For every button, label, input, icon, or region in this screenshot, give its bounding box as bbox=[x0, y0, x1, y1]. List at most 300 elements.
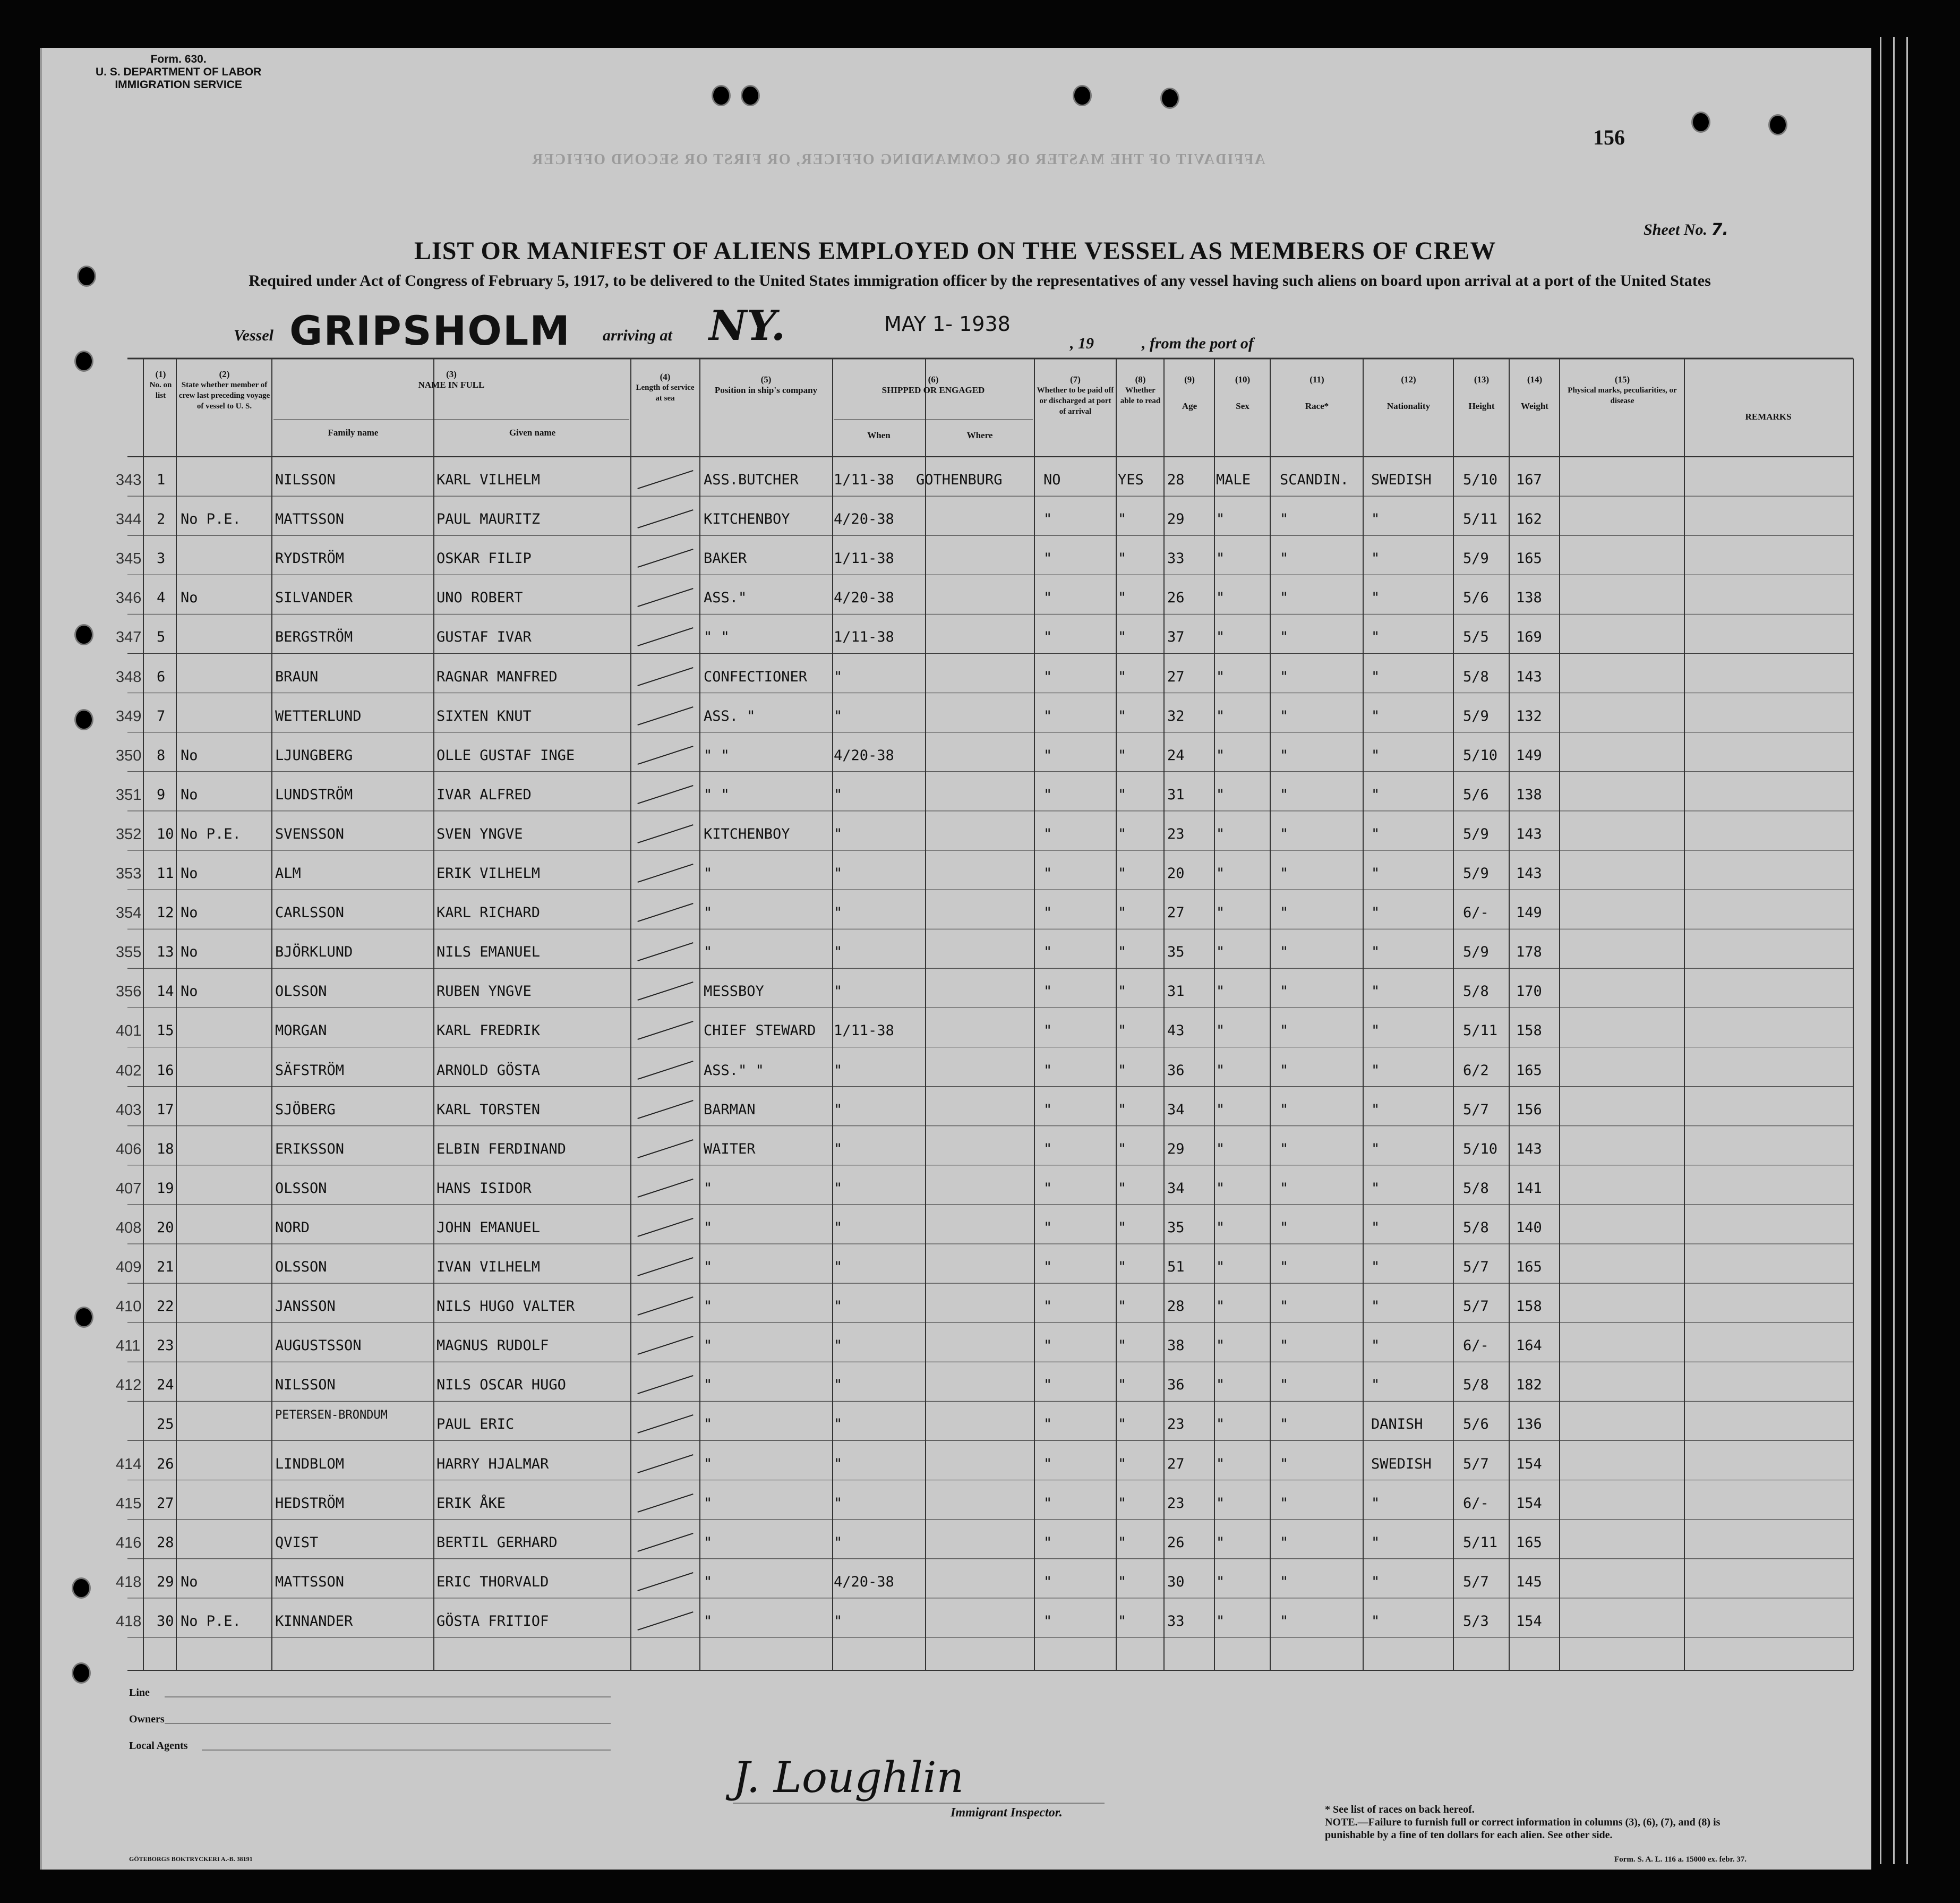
height-cell: 5/11 bbox=[1463, 1534, 1498, 1551]
height-cell: 5/10 bbox=[1463, 747, 1498, 764]
position-cell: BAKER bbox=[704, 550, 747, 567]
family-name-cell: MORGAN bbox=[275, 1022, 327, 1039]
shipped-when-cell: " bbox=[834, 944, 843, 961]
weight-cell: 154 bbox=[1516, 1495, 1542, 1512]
row-number-cell: 28 bbox=[157, 1534, 174, 1551]
family-name-cell: ALM bbox=[275, 865, 301, 882]
nationality-cell: " bbox=[1371, 1259, 1380, 1275]
nationality-cell: " bbox=[1371, 1062, 1380, 1079]
length-of-service-mark bbox=[637, 982, 693, 1001]
side-number: 353 bbox=[116, 865, 142, 882]
given-name-cell: ERIK VILHELM bbox=[436, 865, 541, 882]
position-cell: " bbox=[704, 1180, 713, 1197]
able-to-read-cell: YES bbox=[1118, 472, 1144, 488]
previous-voyage-cell: No bbox=[181, 786, 198, 803]
length-of-service-mark bbox=[637, 1218, 693, 1237]
length-of-service-mark bbox=[637, 627, 693, 646]
paid-off-cell: " bbox=[1043, 1455, 1052, 1472]
shipped-when-cell: " bbox=[834, 904, 843, 921]
height-cell: 5/6 bbox=[1463, 786, 1489, 803]
side-number: 346 bbox=[116, 590, 142, 607]
race-cell: " bbox=[1280, 1377, 1289, 1394]
paid-off-cell: " bbox=[1043, 1573, 1052, 1590]
previous-voyage-cell: No bbox=[181, 944, 198, 961]
sex-cell: " bbox=[1216, 550, 1225, 567]
side-number: 343 bbox=[116, 472, 142, 489]
able-to-read-cell: " bbox=[1118, 1534, 1127, 1551]
row-number-cell: 21 bbox=[157, 1259, 174, 1275]
inspector-label: Immigrant Inspector. bbox=[951, 1806, 1063, 1820]
able-to-read-cell: " bbox=[1118, 550, 1127, 567]
side-number: 347 bbox=[116, 629, 142, 646]
table-row bbox=[0, 1288, 1960, 1320]
footnote bbox=[1325, 1803, 1750, 1841]
sex-cell: " bbox=[1216, 668, 1225, 685]
previous-voyage-cell: No P.E. bbox=[181, 511, 241, 528]
weight-cell: 158 bbox=[1516, 1298, 1542, 1315]
position-cell: CONFECTIONER bbox=[704, 668, 808, 685]
family-name-cell: MATTSSON bbox=[275, 511, 345, 528]
side-number: 352 bbox=[116, 825, 142, 843]
side-number: 344 bbox=[116, 511, 142, 528]
family-name-cell: PETERSEN-BRONDUM bbox=[275, 1409, 388, 1422]
sex-cell: " bbox=[1216, 1062, 1225, 1079]
previous-voyage-cell: No bbox=[181, 983, 198, 1000]
previous-voyage-cell: No bbox=[181, 865, 198, 882]
family-name-cell: CARLSSON bbox=[275, 904, 345, 921]
length-of-service-mark bbox=[637, 667, 693, 686]
sex-cell: " bbox=[1216, 786, 1225, 803]
able-to-read-cell: " bbox=[1118, 1495, 1127, 1512]
paid-off-cell: " bbox=[1043, 590, 1052, 607]
able-to-read-cell: " bbox=[1118, 511, 1127, 528]
given-name-cell: OSKAR FILIP bbox=[436, 550, 532, 567]
given-name-cell: PAUL MAURITZ bbox=[436, 511, 541, 528]
department-name: U. S. DEPARTMENT OF LABOR bbox=[96, 66, 262, 78]
height-cell: 6/2 bbox=[1463, 1062, 1489, 1079]
table-row bbox=[0, 580, 1960, 612]
nationality-cell: " bbox=[1371, 1180, 1380, 1197]
length-of-service-mark bbox=[637, 470, 693, 489]
weight-cell: 145 bbox=[1516, 1573, 1542, 1590]
given-name-cell: NILS OSCAR HUGO bbox=[436, 1377, 566, 1394]
nationality-cell: " bbox=[1371, 1101, 1380, 1118]
paid-off-cell: " bbox=[1043, 1219, 1052, 1236]
sex-cell: " bbox=[1216, 825, 1225, 842]
form-reference: Form. S. A. L. 116 a. 15000 ex. febr. 37. bbox=[1614, 1855, 1747, 1864]
sex-cell: " bbox=[1216, 1495, 1225, 1512]
able-to-read-cell: " bbox=[1118, 944, 1127, 961]
weight-cell: 182 bbox=[1516, 1377, 1542, 1394]
shipped-when-cell: " bbox=[834, 1337, 843, 1354]
position-cell: KITCHENBOY bbox=[704, 825, 790, 842]
height-cell: 5/5 bbox=[1463, 629, 1489, 646]
shipped-when-cell: " bbox=[834, 1534, 843, 1551]
paid-off-cell: " bbox=[1043, 707, 1052, 724]
given-name-cell: GUSTAF IVAR bbox=[436, 629, 532, 646]
paid-off-cell: " bbox=[1043, 747, 1052, 764]
race-cell: " bbox=[1280, 1180, 1289, 1197]
height-cell: 5/9 bbox=[1463, 707, 1489, 724]
sex-cell: " bbox=[1216, 904, 1225, 921]
race-cell: " bbox=[1280, 707, 1289, 724]
table-row bbox=[0, 1406, 1960, 1438]
col2-header: (2) State whether member of crew last preceding voyage of vessel to U. S. bbox=[178, 369, 270, 411]
nationality-cell: " bbox=[1371, 1534, 1380, 1551]
row-number-cell: 5 bbox=[157, 629, 166, 646]
position-cell: " bbox=[704, 1377, 713, 1394]
page-number: 156 bbox=[1593, 125, 1625, 149]
race-cell: SCANDIN. bbox=[1280, 472, 1349, 488]
position-cell: KITCHENBOY bbox=[704, 511, 790, 528]
paid-off-cell: " bbox=[1043, 904, 1052, 921]
height-cell: 5/7 bbox=[1463, 1573, 1489, 1590]
row-number-cell: 12 bbox=[157, 904, 174, 921]
paid-off-cell: " bbox=[1043, 865, 1052, 882]
table-row bbox=[0, 541, 1960, 573]
age-cell: 29 bbox=[1167, 1140, 1185, 1157]
family-name-cell: BRAUN bbox=[275, 668, 319, 685]
able-to-read-cell: " bbox=[1118, 1416, 1127, 1433]
given-name-cell: OLLE GUSTAF INGE bbox=[436, 747, 575, 764]
position-cell: " bbox=[704, 1612, 713, 1629]
shipped-when-cell: " bbox=[834, 1101, 843, 1118]
shipped-when-cell: " bbox=[834, 668, 843, 685]
table-row bbox=[0, 501, 1960, 533]
length-of-service-mark bbox=[637, 1296, 693, 1316]
table-row bbox=[0, 1131, 1960, 1163]
shipped-when-cell: " bbox=[834, 1495, 843, 1512]
position-cell: " bbox=[704, 1573, 713, 1590]
position-cell: " bbox=[704, 1495, 713, 1512]
sex-cell: " bbox=[1216, 983, 1225, 1000]
height-cell: 5/10 bbox=[1463, 472, 1498, 488]
position-cell: " bbox=[704, 944, 713, 961]
shipped-when-cell: " bbox=[834, 865, 843, 882]
side-number: 356 bbox=[116, 983, 142, 1001]
length-of-service-mark bbox=[637, 1611, 693, 1631]
shipped-when-cell: " bbox=[834, 1298, 843, 1315]
shipped-when-cell: " bbox=[834, 707, 843, 724]
table-row bbox=[0, 816, 1960, 848]
row-number-cell: 26 bbox=[157, 1455, 174, 1472]
age-cell: 32 bbox=[1167, 707, 1185, 724]
paid-off-cell: " bbox=[1043, 550, 1052, 567]
paid-off-cell: " bbox=[1043, 944, 1052, 961]
given-name-cell: KARL TORSTEN bbox=[436, 1101, 541, 1118]
race-cell: " bbox=[1280, 511, 1289, 528]
form-number: Form. 630. bbox=[150, 53, 207, 65]
position-cell: ASS." " bbox=[704, 1062, 764, 1079]
height-cell: 5/11 bbox=[1463, 1022, 1498, 1039]
weight-cell: 154 bbox=[1516, 1455, 1542, 1472]
paid-off-cell: " bbox=[1043, 1377, 1052, 1394]
col7-header: (7) Whether to be paid off or discharged at port of arrival bbox=[1037, 374, 1114, 416]
shipped-when-cell: 4/20-38 bbox=[834, 1573, 894, 1590]
arriving-label: arriving at bbox=[603, 327, 672, 344]
table-row bbox=[0, 698, 1960, 730]
age-cell: 27 bbox=[1167, 1455, 1185, 1472]
row-number-cell: 10 bbox=[157, 825, 174, 842]
family-name-cell: AUGUSTSSON bbox=[275, 1337, 362, 1354]
inspector-signature: J. Loughlin bbox=[733, 1753, 964, 1802]
age-cell: 20 bbox=[1167, 865, 1185, 882]
race-cell: " bbox=[1280, 786, 1289, 803]
nationality-cell: " bbox=[1371, 1140, 1380, 1157]
height-cell: 5/10 bbox=[1463, 1140, 1498, 1157]
height-cell: 6/- bbox=[1463, 904, 1489, 921]
col13-header: (13) Height bbox=[1468, 374, 1495, 411]
family-name-cell: WETTERLUND bbox=[275, 707, 362, 724]
table-row bbox=[0, 1525, 1960, 1557]
shipped-when-cell: " bbox=[834, 983, 843, 1000]
shipped-when-cell: " bbox=[834, 1140, 843, 1157]
paid-off-cell: " bbox=[1043, 1022, 1052, 1039]
able-to-read-cell: " bbox=[1118, 1298, 1127, 1315]
paid-off-cell: " bbox=[1043, 1180, 1052, 1197]
sex-cell: " bbox=[1216, 511, 1225, 528]
col8-header: (8) Whether able to read bbox=[1120, 374, 1161, 405]
shipped-when-cell: 1/11-38 bbox=[834, 1022, 894, 1039]
nationality-cell: " bbox=[1371, 1022, 1380, 1039]
side-number: 351 bbox=[116, 786, 142, 804]
race-cell: " bbox=[1280, 865, 1289, 882]
given-name-cell: ERIC THORVALD bbox=[436, 1573, 549, 1590]
family-name-cell: NORD bbox=[275, 1219, 310, 1236]
age-cell: 36 bbox=[1167, 1062, 1185, 1079]
paid-off-cell: " bbox=[1043, 1298, 1052, 1315]
row-number-cell: 20 bbox=[157, 1219, 174, 1236]
race-cell: " bbox=[1280, 668, 1289, 685]
age-cell: 28 bbox=[1167, 1298, 1185, 1315]
family-name-cell: MATTSSON bbox=[275, 1573, 345, 1590]
weight-cell: 164 bbox=[1516, 1337, 1542, 1354]
nationality-cell: " bbox=[1371, 629, 1380, 646]
weight-cell: 154 bbox=[1516, 1612, 1542, 1629]
shipped-when-cell: " bbox=[834, 1062, 843, 1079]
row-number-cell: 11 bbox=[157, 865, 174, 882]
nationality-cell: " bbox=[1371, 1337, 1380, 1354]
weight-cell: 136 bbox=[1516, 1416, 1542, 1433]
shipped-when-cell: " bbox=[834, 1259, 843, 1275]
able-to-read-cell: " bbox=[1118, 1455, 1127, 1472]
paid-off-cell: " bbox=[1043, 1534, 1052, 1551]
nationality-cell: DANISH bbox=[1371, 1416, 1423, 1433]
weight-cell: 165 bbox=[1516, 1062, 1542, 1079]
table-row bbox=[0, 738, 1960, 770]
race-cell: " bbox=[1280, 983, 1289, 1000]
row-number-cell: 18 bbox=[157, 1140, 174, 1157]
arrival-port: NY. bbox=[709, 302, 786, 350]
family-name-cell: ERIKSSON bbox=[275, 1140, 345, 1157]
nationality-cell: SWEDISH bbox=[1371, 472, 1432, 488]
age-cell: 23 bbox=[1167, 1416, 1185, 1433]
shipped-when-cell: 4/20-38 bbox=[834, 747, 894, 764]
given-name-cell: KARL VILHELM bbox=[436, 472, 541, 488]
length-of-service-mark bbox=[637, 1414, 693, 1433]
race-cell: " bbox=[1280, 825, 1289, 842]
able-to-read-cell: " bbox=[1118, 590, 1127, 607]
paid-off-cell: " bbox=[1043, 983, 1052, 1000]
age-cell: 35 bbox=[1167, 1219, 1185, 1236]
penalty-note: NOTE.—Failure to furnish full or correct information in columns (3), (6), (7), and (8) is punishable by a fine of ten dollars for each alien. See other side. bbox=[1325, 1816, 1721, 1841]
shipped-when-cell: 1/11-38 bbox=[834, 550, 894, 567]
length-of-service-mark bbox=[637, 1100, 693, 1119]
length-of-service-mark bbox=[637, 1021, 693, 1040]
sex-cell: " bbox=[1216, 1573, 1225, 1590]
length-of-service-mark bbox=[637, 1533, 693, 1552]
position-cell: ASS.BUTCHER bbox=[704, 472, 799, 488]
shipped-when-cell: 4/20-38 bbox=[834, 590, 894, 607]
age-cell: 51 bbox=[1167, 1259, 1185, 1275]
height-cell: 5/8 bbox=[1463, 668, 1489, 685]
paid-off-cell: " bbox=[1043, 1259, 1052, 1275]
table-row bbox=[0, 462, 1960, 494]
row-number-cell: 23 bbox=[157, 1337, 174, 1354]
shipped-when-cell: " bbox=[834, 1612, 843, 1629]
family-name-cell: BJÖRKLUND bbox=[275, 944, 353, 961]
paid-off-cell: " bbox=[1043, 629, 1052, 646]
shipped-where-header: Where bbox=[966, 430, 993, 440]
side-number: 407 bbox=[116, 1180, 142, 1197]
sheet-number: 7. bbox=[1711, 220, 1728, 239]
row-number-cell: 27 bbox=[157, 1495, 174, 1512]
col12-header: (12) Nationality bbox=[1386, 374, 1431, 411]
weight-cell: 149 bbox=[1516, 904, 1542, 921]
row-number-cell: 4 bbox=[157, 590, 166, 607]
length-of-service-mark bbox=[637, 1139, 693, 1158]
given-name-cell: ERIK ÅKE bbox=[436, 1495, 506, 1512]
sex-cell: " bbox=[1216, 865, 1225, 882]
sex-cell: " bbox=[1216, 1101, 1225, 1118]
height-cell: 6/- bbox=[1463, 1495, 1489, 1512]
age-cell: 34 bbox=[1167, 1180, 1185, 1197]
row-number-cell: 8 bbox=[157, 747, 166, 764]
given-name-cell: ARNOLD GÖSTA bbox=[436, 1062, 541, 1079]
race-cell: " bbox=[1280, 550, 1289, 567]
side-number: 406 bbox=[116, 1140, 142, 1158]
family-name-cell: LJUNGBERG bbox=[275, 747, 353, 764]
shipped-when-cell: 1/11-38 bbox=[834, 472, 894, 488]
family-name-cell: SÄFSTRÖM bbox=[275, 1062, 345, 1079]
table-row bbox=[0, 1603, 1960, 1635]
race-cell: " bbox=[1280, 1534, 1289, 1551]
row-number-cell: 13 bbox=[157, 944, 174, 961]
previous-voyage-cell: No P.E. bbox=[181, 1612, 241, 1629]
page-subtitle: Required under Act of Congress of February 5, 1917, to be delivered to the United States immigration officer by the representatives of any vessel having such aliens on board upon arrival at a port of the United States bbox=[249, 272, 1711, 289]
sex-cell: " bbox=[1216, 1534, 1225, 1551]
side-number: 354 bbox=[116, 904, 142, 922]
able-to-read-cell: " bbox=[1118, 825, 1127, 842]
weight-cell: 170 bbox=[1516, 983, 1542, 1000]
able-to-read-cell: " bbox=[1118, 629, 1127, 646]
race-cell: " bbox=[1280, 1612, 1289, 1629]
col14-header: (14) Weight bbox=[1521, 374, 1548, 411]
paid-off-cell: NO bbox=[1043, 472, 1061, 488]
height-cell: 5/8 bbox=[1463, 1219, 1489, 1236]
able-to-read-cell: " bbox=[1118, 1219, 1127, 1236]
able-to-read-cell: " bbox=[1118, 1140, 1127, 1157]
age-cell: 31 bbox=[1167, 983, 1185, 1000]
shipped-where-cell: GOTHENBURG bbox=[916, 472, 1003, 488]
row-number-cell: 15 bbox=[157, 1022, 174, 1039]
mirrored-bleedthrough-text: AFFIDAVIT OF THE MASTER OR COMMANDING OFFICER, OR FIRST OR SECOND OFFICER bbox=[531, 151, 1265, 168]
given-name-cell: HARRY HJALMAR bbox=[436, 1455, 549, 1472]
length-of-service-mark bbox=[637, 509, 693, 528]
family-name-cell: JANSSON bbox=[275, 1298, 336, 1315]
nationality-cell: " bbox=[1371, 1612, 1380, 1629]
sex-cell: " bbox=[1216, 1259, 1225, 1275]
race-cell: " bbox=[1280, 944, 1289, 961]
local-agents-label: Local Agents bbox=[129, 1740, 188, 1752]
weight-cell: 140 bbox=[1516, 1219, 1542, 1236]
table-row bbox=[0, 777, 1960, 809]
family-name-cell: KINNANDER bbox=[275, 1612, 353, 1629]
length-of-service-mark bbox=[637, 706, 693, 726]
side-number: 418 bbox=[116, 1573, 142, 1591]
sex-cell: " bbox=[1216, 629, 1225, 646]
table-row bbox=[0, 1446, 1960, 1478]
vessel-label: Vessel bbox=[234, 327, 273, 344]
length-of-service-mark bbox=[637, 824, 693, 843]
col6-header: (6) SHIPPED OR ENGAGED bbox=[881, 374, 985, 395]
sex-cell: " bbox=[1216, 707, 1225, 724]
race-cell: " bbox=[1280, 1298, 1289, 1315]
paid-off-cell: " bbox=[1043, 1612, 1052, 1629]
row-number-cell: 6 bbox=[157, 668, 166, 685]
given-name-cell: BERTIL GERHARD bbox=[436, 1534, 558, 1551]
family-name-cell: RYDSTRÖM bbox=[275, 550, 345, 567]
length-of-service-mark bbox=[637, 746, 693, 765]
able-to-read-cell: " bbox=[1118, 865, 1127, 882]
weight-cell: 143 bbox=[1516, 865, 1542, 882]
able-to-read-cell: " bbox=[1118, 983, 1127, 1000]
nationality-cell: " bbox=[1371, 1573, 1380, 1590]
position-cell: MESSBOY bbox=[704, 983, 764, 1000]
weight-cell: 143 bbox=[1516, 668, 1542, 685]
family-name-cell: NILSSON bbox=[275, 1377, 336, 1394]
side-number: 416 bbox=[116, 1534, 142, 1551]
sex-cell: " bbox=[1216, 1180, 1225, 1197]
given-name-cell: GÖSTA FRITIOF bbox=[436, 1612, 549, 1629]
shipped-when-cell: " bbox=[834, 825, 843, 842]
row-number-cell: 14 bbox=[157, 983, 174, 1000]
sex-cell: " bbox=[1216, 1337, 1225, 1354]
given-name-cell: MAGNUS RUDOLF bbox=[436, 1337, 549, 1354]
height-cell: 5/7 bbox=[1463, 1259, 1489, 1275]
sheet-label: Sheet No. bbox=[1644, 221, 1707, 238]
sex-cell: " bbox=[1216, 1612, 1225, 1629]
nationality-cell: " bbox=[1371, 1495, 1380, 1512]
height-cell: 5/6 bbox=[1463, 590, 1489, 607]
race-cell: " bbox=[1280, 1495, 1289, 1512]
length-of-service-mark bbox=[637, 1454, 693, 1473]
sex-cell: " bbox=[1216, 590, 1225, 607]
side-number: 402 bbox=[116, 1062, 142, 1079]
previous-voyage-cell: No bbox=[181, 904, 198, 921]
shipped-when-cell: " bbox=[834, 1416, 843, 1433]
race-cell: " bbox=[1280, 1140, 1289, 1157]
table-row bbox=[0, 856, 1960, 888]
row-number-cell: 30 bbox=[157, 1612, 174, 1629]
weight-cell: 162 bbox=[1516, 511, 1542, 528]
height-cell: 5/8 bbox=[1463, 1377, 1489, 1394]
length-of-service-mark bbox=[637, 1375, 693, 1394]
side-number: 410 bbox=[116, 1298, 142, 1316]
shipped-when-cell: " bbox=[834, 1219, 843, 1236]
side-number: 345 bbox=[116, 550, 142, 568]
shipped-when-cell: 4/20-38 bbox=[834, 511, 894, 528]
